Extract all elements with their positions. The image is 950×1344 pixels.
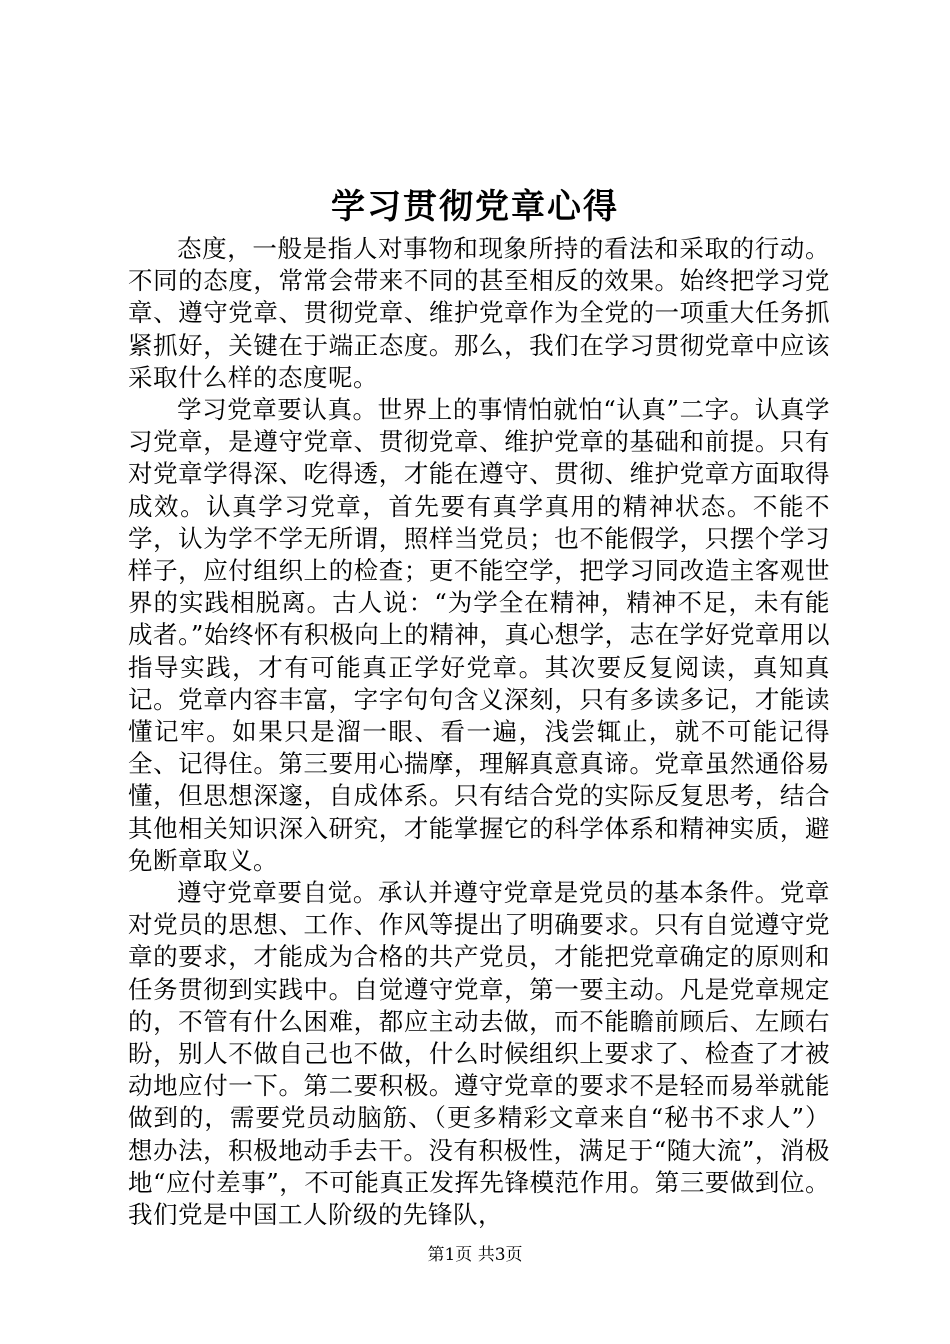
document-body [128, 233, 830, 1231]
paragraph-study-seriously: 学习党章要认真。世界上的事情怕就怕“认真”二字。认真学习党章，是遵守党章、贯彻党章、维护党章的基础和前提。只有对党章学得深、吃得透，才能在遵守、贯彻、维护党章方面取得成效。认真学习党章，首先要有真学真用的精神状态。不能不学，认为学不学无所谓，照样当党员；也不能假学，只摆个学习样子，应付组织上的检查；更不能空学，把学习同改造主客观世界的实践相脱离。古人说：“为学全在精神，精神不足，未有能成者。”始终怀有积极向上的精神，真心想学，志在学好党章用以指导实践，才有可能真正学好党章。其次要反复阅读，真知真记。党章内容丰富，字字句句含义深刻，只有多读多记，才能读懂记牢。如果只是溜一眼、看一遍，浅尝辄止，就不可能记得全、记得住。第三要用心揣摩，理解真意真谛。党章虽然通俗易懂，但思想深邃，自成体系。只有结合党的实际反复思考，结合其他相关知识深入研究，才能掌握它的科学体系和精神实质，避免断章取义。 [128, 395, 830, 875]
page-number-footer: 第1页 共3页 [427, 1245, 523, 1265]
paragraph-observe-consciously: 遵守党章要自觉。承认并遵守党章是党员的基本条件。党章对党员的思想、工作、作风等提出了明确要求。只有自觉遵守党章的要求，才能成为合格的共产党员，才能把党章确定的原则和任务贯彻到实践中。自觉遵守党章，第一要主动。凡是党章规定的，不管有什么困难，都应主动去做，而不能瞻前顾后、左顾右盼，别人不做自己也不做，什么时候组织上要求了、检查了才被动地应付一下。第二要积极。遵守党章的要求不是轻而易举就能做到的，需要党员动脑筋、（更多精彩文章来自“秘书不求人”）想办法，积极地动手去干。没有积极性，满足于“随大流”，消极地“应付差事”，不可能真正发挥先锋模范作用。第三要做到位。我们党是中国工人阶级的先锋队， [128, 878, 830, 1230]
document-title: 学习贯彻党章心得 [331, 187, 619, 227]
paragraph-attitude-intro: 态度，一般是指人对事物和现象所持的看法和采取的行动。不同的态度，常常会带来不同的甚至相反的效果。始终把学习党章、遵守党章、贯彻党章、维护党章作为全党的一项重大任务抓紧抓好，关键在于端正态度。那么，我们在学习贯彻党章中应该采取什么样的态度呢。 [128, 234, 830, 392]
